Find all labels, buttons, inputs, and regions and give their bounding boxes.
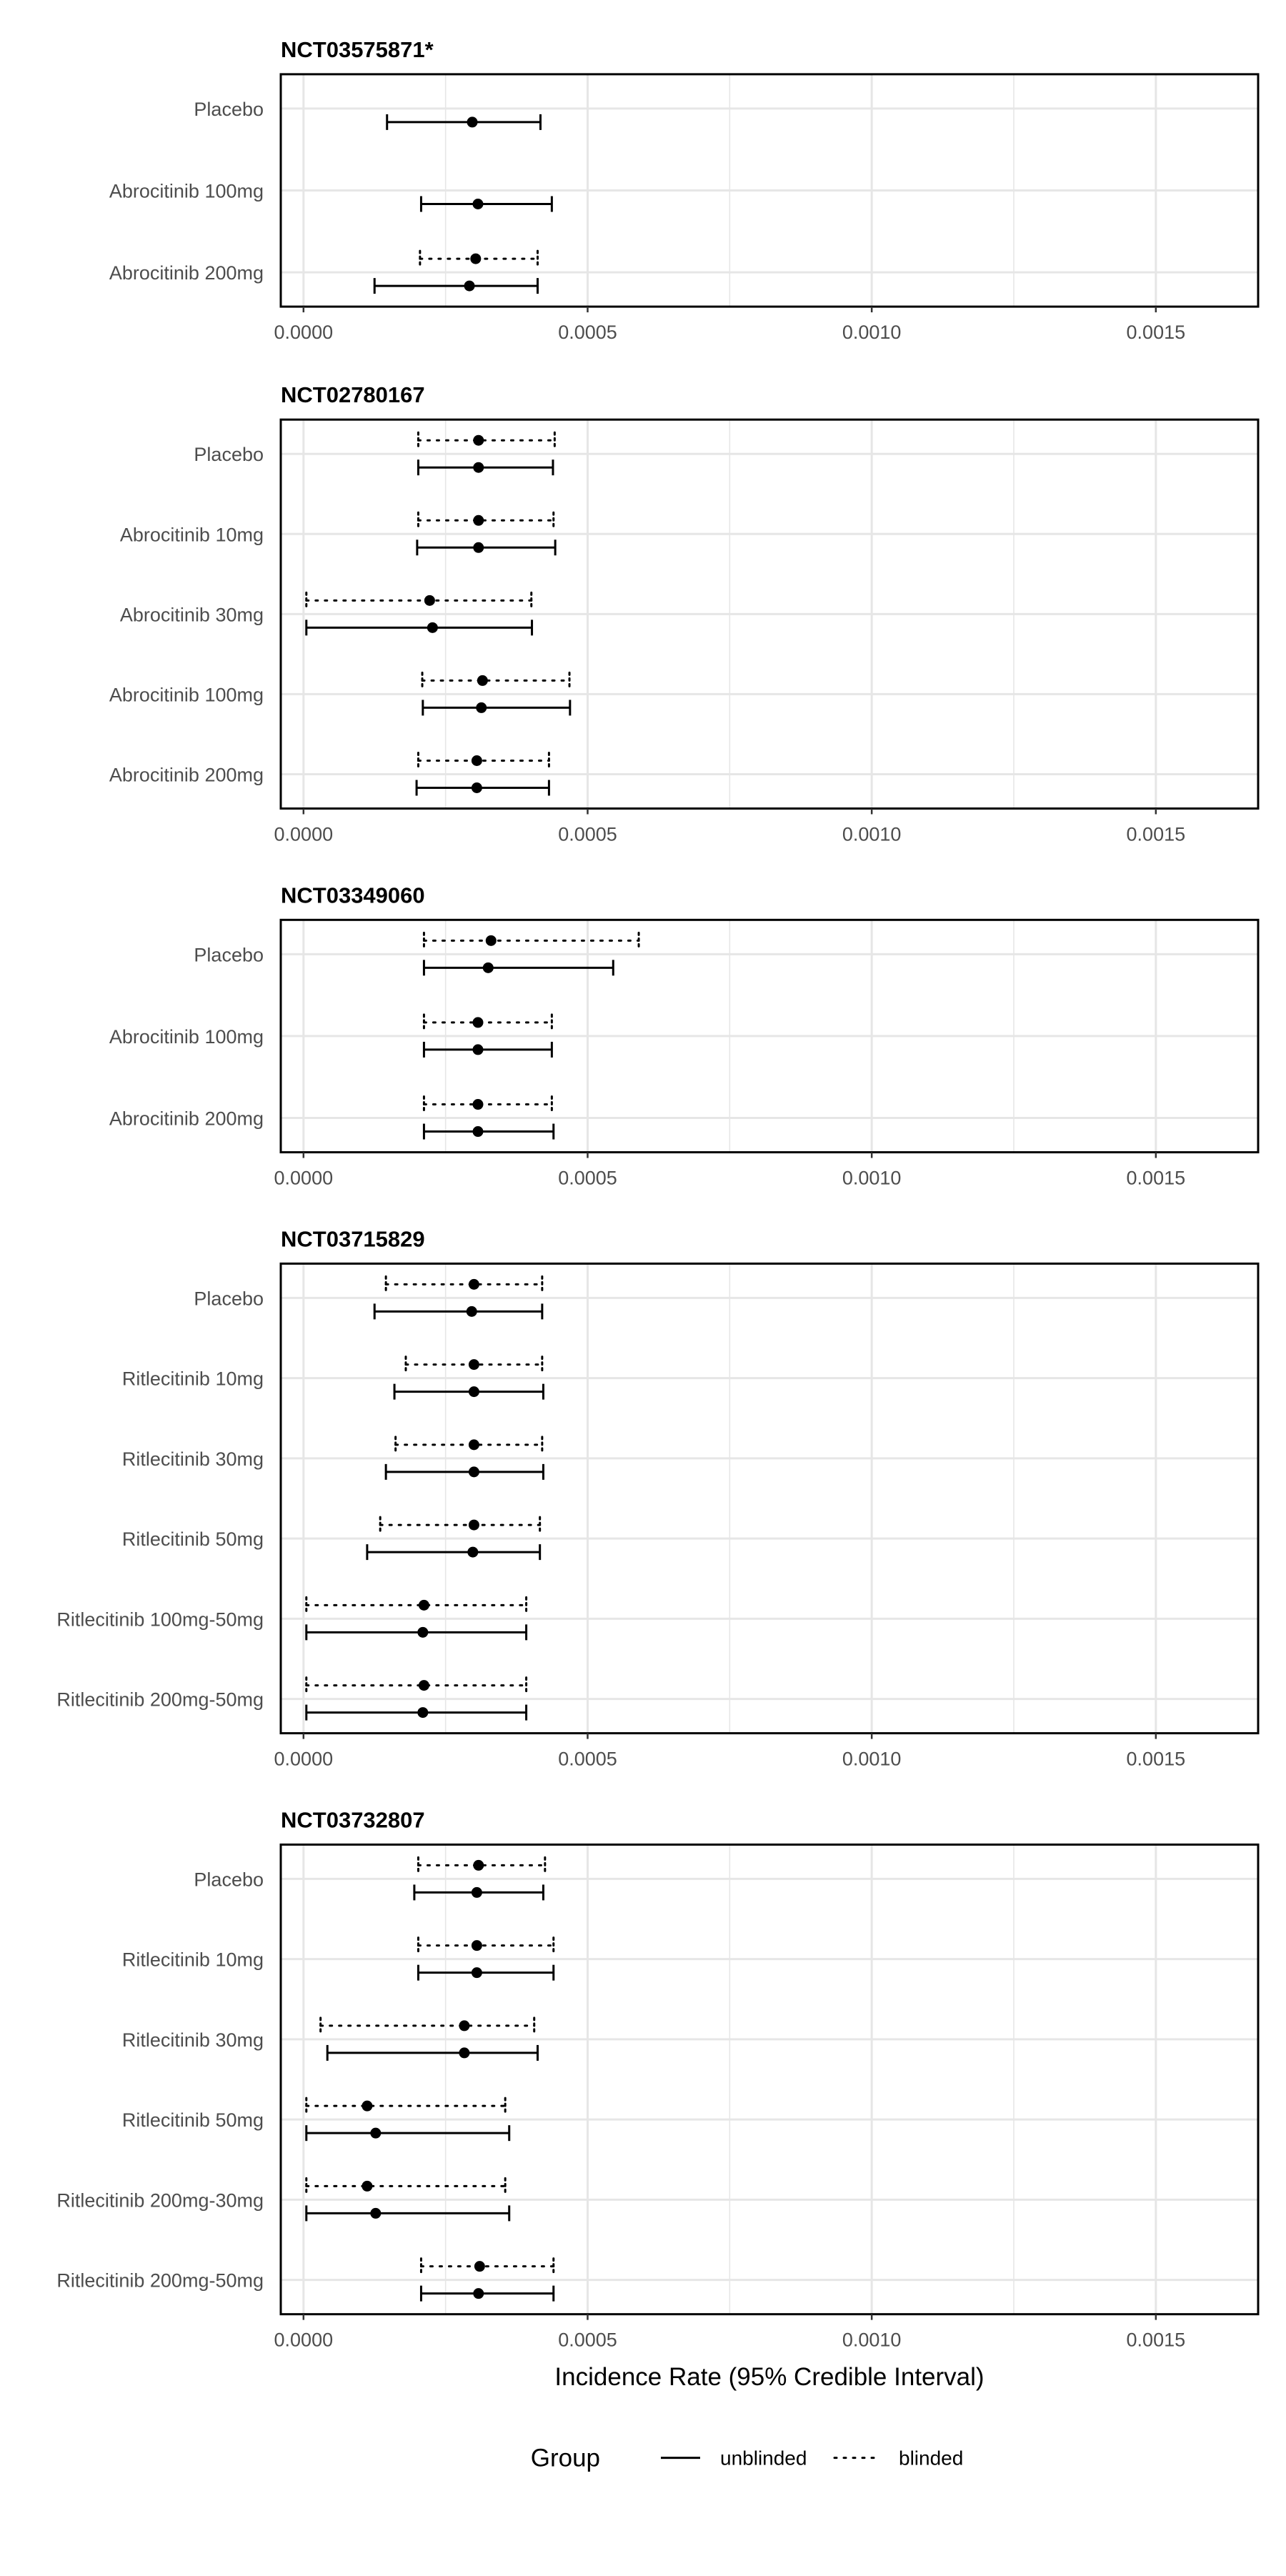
point-estimate-blinded-ritlecitinib-100mg-50mg: [419, 1600, 429, 1611]
x-tick-label: 0.0000: [274, 823, 334, 845]
point-estimate-unblinded-placebo: [467, 1306, 477, 1317]
point-estimate-unblinded-abrocitinib-10mg: [473, 542, 484, 553]
row-label-placebo: Placebo: [194, 1869, 264, 1891]
row-label-abrocitinib-200mg: Abrocitinib 200mg: [109, 1108, 264, 1130]
legend-label-unblinded: unblinded: [720, 2447, 807, 2470]
point-estimate-unblinded-ritlecitinib-200mg-50mg: [473, 2288, 484, 2299]
point-estimate-unblinded-ritlecitinib-50mg: [467, 1547, 478, 1558]
x-tick-label: 0.0005: [558, 2329, 617, 2351]
legend-label-blinded: blinded: [899, 2447, 964, 2470]
point-estimate-unblinded-ritlecitinib-10mg: [469, 1386, 479, 1397]
row-label-abrocitinib-200mg: Abrocitinib 200mg: [109, 262, 264, 284]
point-estimate-unblinded-abrocitinib-100mg: [472, 1044, 483, 1055]
point-estimate-unblinded-ritlecitinib-30mg: [469, 1466, 479, 1477]
x-tick-label: 0.0010: [842, 1748, 902, 1770]
row-label-abrocitinib-10mg: Abrocitinib 10mg: [119, 524, 264, 546]
x-tick-label: 0.0015: [1126, 322, 1186, 344]
point-estimate-blinded-ritlecitinib-30mg: [469, 1439, 479, 1450]
row-label-ritlecitinib-30mg: Ritlecitinib 30mg: [121, 1448, 264, 1470]
row-label-placebo: Placebo: [194, 444, 264, 466]
point-estimate-blinded-ritlecitinib-200mg-50mg: [474, 2261, 485, 2272]
x-tick-label: 0.0005: [558, 823, 617, 845]
x-tick-label: 0.0010: [842, 823, 902, 845]
x-axis-title: Incidence Rate (95% Credible Interval): [554, 2363, 985, 2392]
panel-title: NCT03349060: [281, 882, 425, 908]
x-tick-label: 0.0010: [842, 322, 902, 344]
x-tick-label: 0.0010: [842, 1167, 902, 1189]
row-label-ritlecitinib-30mg: Ritlecitinib 30mg: [121, 2029, 264, 2051]
x-tick-label: 0.0005: [558, 1748, 617, 1770]
row-label-abrocitinib-30mg: Abrocitinib 30mg: [119, 604, 264, 626]
point-estimate-unblinded-ritlecitinib-100mg-50mg: [417, 1627, 428, 1638]
point-estimate-unblinded-abrocitinib-100mg: [476, 702, 487, 713]
x-tick-label: 0.0010: [842, 2329, 902, 2351]
point-estimate-unblinded-abrocitinib-200mg: [472, 1126, 483, 1137]
row-label-abrocitinib-100mg: Abrocitinib 100mg: [109, 180, 264, 202]
row-label-placebo: Placebo: [194, 98, 264, 120]
x-tick-label: 0.0000: [274, 1167, 334, 1189]
point-estimate-unblinded-abrocitinib-200mg: [472, 782, 482, 793]
panel-title: NCT02780167: [281, 382, 425, 408]
point-estimate-blinded-abrocitinib-200mg: [472, 755, 482, 766]
legend: [531, 2445, 964, 2472]
x-tick-label: 0.0000: [274, 1748, 334, 1770]
x-tick-label: 0.0015: [1126, 1167, 1186, 1189]
point-estimate-blinded-placebo: [486, 935, 497, 946]
row-label-placebo: Placebo: [194, 944, 264, 966]
point-estimate-unblinded-abrocitinib-200mg: [464, 281, 475, 292]
point-estimate-unblinded-ritlecitinib-30mg: [459, 2047, 469, 2058]
row-label-abrocitinib-100mg: Abrocitinib 100mg: [109, 684, 264, 706]
row-label-ritlecitinib-200mg-50mg: Ritlecitinib 200mg-50mg: [56, 1689, 264, 1711]
row-label-ritlecitinib-200mg-50mg: Ritlecitinib 200mg-50mg: [56, 2269, 264, 2292]
x-tick-label: 0.0000: [274, 322, 334, 344]
point-estimate-blinded-placebo: [469, 1279, 479, 1290]
point-estimate-blinded-placebo: [473, 1860, 484, 1871]
row-label-abrocitinib-100mg: Abrocitinib 100mg: [109, 1025, 264, 1048]
point-estimate-unblinded-placebo: [473, 462, 484, 473]
row-label-ritlecitinib-10mg: Ritlecitinib 10mg: [121, 1949, 264, 1971]
point-estimate-blinded-ritlecitinib-50mg: [469, 1520, 479, 1531]
x-tick-label: 0.0015: [1126, 2329, 1186, 2351]
row-label-ritlecitinib-50mg: Ritlecitinib 50mg: [121, 2109, 264, 2132]
point-estimate-blinded-abrocitinib-30mg: [424, 595, 435, 606]
x-tick-label: 0.0015: [1126, 1748, 1186, 1770]
point-estimate-blinded-ritlecitinib-50mg: [362, 2101, 372, 2112]
point-estimate-blinded-ritlecitinib-30mg: [459, 2020, 469, 2031]
point-estimate-blinded-abrocitinib-100mg: [472, 1017, 483, 1028]
panel-title: NCT03575871*: [281, 36, 434, 62]
point-estimate-blinded-ritlecitinib-200mg-50mg: [419, 1680, 429, 1691]
point-estimate-unblinded-ritlecitinib-10mg: [472, 1967, 482, 1978]
panel-title: NCT03732807: [281, 1807, 425, 1833]
point-estimate-blinded-ritlecitinib-200mg-30mg: [362, 2181, 372, 2192]
point-estimate-blinded-ritlecitinib-10mg: [472, 1940, 482, 1951]
point-estimate-unblinded-placebo: [472, 1887, 482, 1898]
x-tick-label: 0.0000: [274, 2329, 334, 2351]
point-estimate-unblinded-placebo: [467, 116, 478, 127]
point-estimate-unblinded-abrocitinib-100mg: [472, 199, 483, 209]
x-tick-label: 0.0015: [1126, 823, 1186, 845]
point-estimate-blinded-ritlecitinib-10mg: [469, 1359, 479, 1370]
point-estimate-unblinded-ritlecitinib-200mg-30mg: [370, 2208, 381, 2219]
row-label-placebo: Placebo: [194, 1288, 264, 1310]
point-estimate-unblinded-ritlecitinib-200mg-50mg: [417, 1707, 428, 1718]
point-estimate-blinded-abrocitinib-10mg: [473, 515, 484, 526]
panel-title: NCT03715829: [281, 1226, 425, 1252]
point-estimate-unblinded-abrocitinib-30mg: [427, 622, 438, 633]
point-estimate-blinded-abrocitinib-200mg: [470, 254, 481, 264]
x-tick-label: 0.0005: [558, 1167, 617, 1189]
legend-title: Group: [530, 2444, 600, 2472]
row-label-ritlecitinib-200mg-30mg: Ritlecitinib 200mg-30mg: [56, 2189, 264, 2212]
x-tick-label: 0.0005: [558, 322, 617, 344]
point-estimate-blinded-abrocitinib-200mg: [472, 1099, 483, 1110]
point-estimate-blinded-abrocitinib-100mg: [477, 675, 488, 686]
point-estimate-unblinded-placebo: [483, 963, 494, 973]
row-label-ritlecitinib-50mg: Ritlecitinib 50mg: [121, 1528, 264, 1551]
point-estimate-unblinded-ritlecitinib-50mg: [370, 2128, 381, 2139]
row-label-ritlecitinib-10mg: Ritlecitinib 10mg: [121, 1368, 264, 1390]
point-estimate-blinded-placebo: [473, 435, 484, 446]
row-label-abrocitinib-200mg: Abrocitinib 200mg: [109, 764, 264, 786]
row-label-ritlecitinib-100mg-50mg: Ritlecitinib 100mg-50mg: [56, 1608, 264, 1631]
